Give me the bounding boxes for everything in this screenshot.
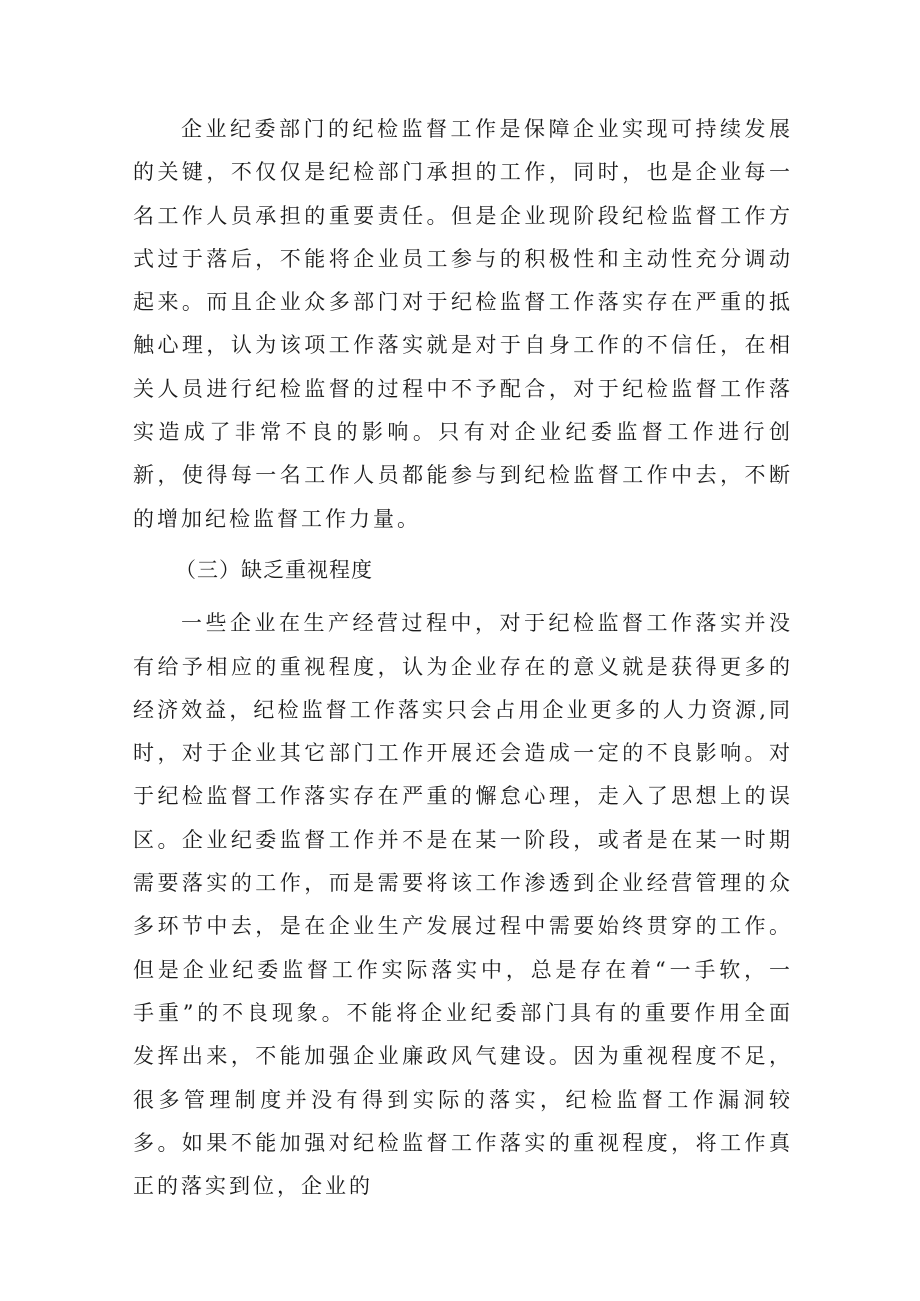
body-paragraph-1: 企业纪委部门的纪检监督工作是保障企业实现可持续发展的关键，不仅仅是纪检部门承担的工作，同时，也是企业每一名工作人员承担的重要责任。但是企业现阶段纪检监督工作方式过于落后，不能将企业员工参与的积极性和主动性充分调动起来。而且企业众多部门对于纪检监督工作落实存在严重的抵触心理，认为该项工作落实就是对于自身工作的不信任，在相关人员进行纪检监督的过程中不予配合，对于纪检监督工作落实造成了非常不良的影响。只有对企业纪委监督工作进行创新，使得每一名工作人员都能参与到纪检监督工作中去，不断的增加纪检监督工作力量。 — [133, 117, 793, 531]
section-heading-3: （三）缺乏重视程度 — [175, 557, 373, 582]
body-paragraph-2: 一些企业在生产经营过程中，对于纪检监督工作落实并没有给予相应的重视程度，认为企业存在的意义就是获得更多的经济效益，纪检监督工作落实只会占用企业更多的人力资源,同时，对于企业其它部门工作开展还会造成一定的不良影响。对于纪检监督工作落实存在严重的懈怠心理，走入了思想上的误区。企业纪委监督工作并不是在某一阶段，或者是在某一时期需要落实的工作，而是需要将该工作渗透到企业经营管理的众多环节中去，是在企业生产发展过程中需要始终贯穿的工作。但是企业纪委监督工作实际落实中，总是存在着“一手软，一手重”的不良现象。不能将企业纪委部门具有的重要作用全面发挥出来，不能加强企业廉政风气建设。因为重视程度不足，很多管理制度并没有得到实际的落实，纪检监督工作漏洞较多。如果不能加强对纪检监督工作落实的重视程度，将工作真正的落实到位，企业的 — [133, 611, 793, 1199]
document-body — [133, 108, 793, 1208]
